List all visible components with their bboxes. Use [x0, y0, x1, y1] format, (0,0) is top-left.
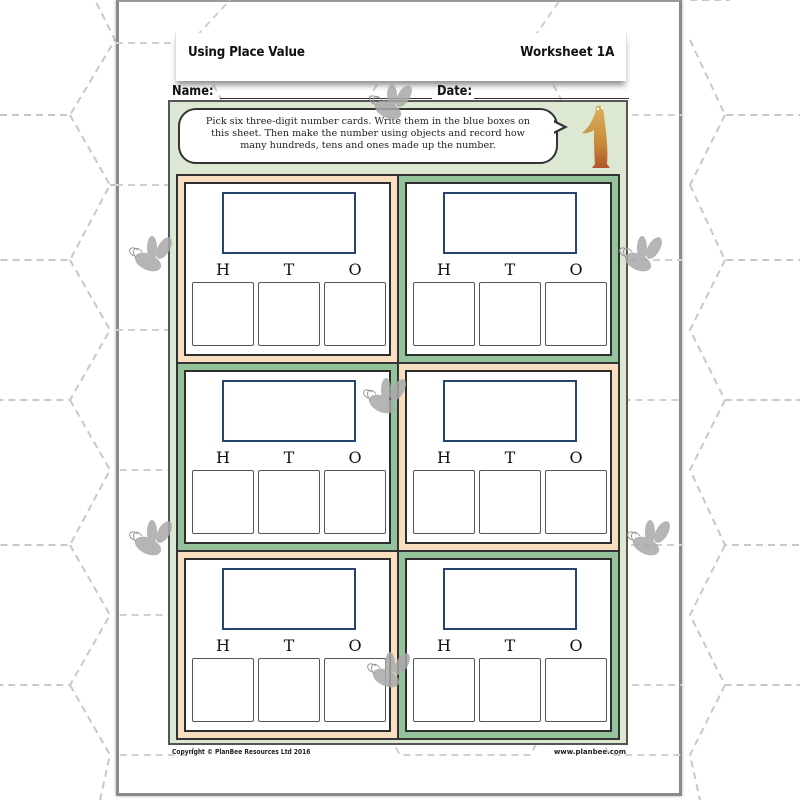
number-box[interactable]: [443, 568, 577, 630]
meerkat-icon: [580, 102, 620, 174]
hundreds-label: H: [216, 448, 230, 467]
date-field[interactable]: [474, 98, 629, 99]
worksheet-title: Using Place Value: [188, 45, 305, 60]
hundreds-label: H: [437, 636, 451, 655]
place-value-card-4: [398, 363, 619, 551]
ones-label: O: [569, 448, 583, 467]
ones-label: O: [569, 636, 583, 655]
hundreds-label: H: [437, 448, 451, 467]
card-inner: [405, 182, 612, 356]
tens-label: T: [504, 636, 516, 655]
hundreds-box[interactable]: [413, 282, 475, 346]
name-label: Name:: [172, 84, 214, 99]
website-link: www.planbee.com: [553, 748, 626, 756]
tens-box[interactable]: [258, 282, 320, 346]
number-box[interactable]: [222, 192, 356, 254]
number-box[interactable]: [222, 380, 356, 442]
tens-label: T: [504, 448, 516, 467]
instructions-line-1: Pick six three-digit number cards. Write them in the blue boxes on: [205, 116, 531, 127]
card-inner: [405, 558, 612, 732]
instructions-line-2: this sheet. Then make the number using objects and record how: [211, 128, 525, 139]
tens-label: T: [283, 448, 295, 467]
tens-label: T: [504, 260, 516, 279]
fly-icon: [620, 518, 676, 562]
tens-box[interactable]: [479, 470, 541, 534]
card-inner: [405, 370, 612, 544]
tens-label: T: [283, 636, 295, 655]
fly-icon: [122, 518, 178, 562]
date-label: Date:: [437, 84, 473, 99]
hundreds-box[interactable]: [192, 658, 254, 722]
hundreds-label: H: [437, 260, 451, 279]
card-inner: [184, 182, 391, 356]
place-value-card-6: [398, 551, 619, 739]
hundreds-label: H: [216, 636, 230, 655]
tens-box[interactable]: [479, 282, 541, 346]
copyright-text: Copyright © PlanBee Resources Ltd 2016: [172, 748, 311, 756]
hundreds-box[interactable]: [413, 658, 475, 722]
place-value-card-1: [177, 175, 398, 363]
hundreds-label: H: [216, 260, 230, 279]
tens-box[interactable]: [258, 658, 320, 722]
place-value-card-5: [177, 551, 398, 739]
ones-box[interactable]: [545, 282, 607, 346]
ones-label: O: [569, 260, 583, 279]
number-box[interactable]: [443, 192, 577, 254]
ones-box[interactable]: [545, 470, 607, 534]
fly-icon: [122, 234, 178, 278]
ones-box[interactable]: [324, 282, 386, 346]
instructions-line-3: many hundreds, tens and ones made up the number.: [240, 140, 496, 151]
fly-icon: [612, 234, 668, 278]
number-box[interactable]: [222, 568, 356, 630]
tens-box[interactable]: [258, 470, 320, 534]
card-inner: [184, 558, 391, 732]
hundreds-box[interactable]: [413, 470, 475, 534]
fly-icon: [360, 650, 416, 694]
tens-box[interactable]: [479, 658, 541, 722]
worksheet-id: Worksheet 1A: [519, 45, 614, 60]
ones-label: O: [348, 448, 362, 467]
hundreds-box[interactable]: [192, 282, 254, 346]
fly-icon: [362, 82, 418, 126]
ones-box[interactable]: [545, 658, 607, 722]
fly-icon: [356, 376, 412, 420]
hundreds-box[interactable]: [192, 470, 254, 534]
tens-label: T: [283, 260, 295, 279]
speech-bubble-tail-fill: [553, 122, 563, 132]
ones-box[interactable]: [324, 470, 386, 534]
worksheet-frame: [168, 100, 628, 745]
worksheet-header: [175, 33, 627, 81]
ones-label: O: [348, 636, 362, 655]
ones-label: O: [348, 260, 362, 279]
place-value-card-2: [398, 175, 619, 363]
number-box[interactable]: [443, 380, 577, 442]
